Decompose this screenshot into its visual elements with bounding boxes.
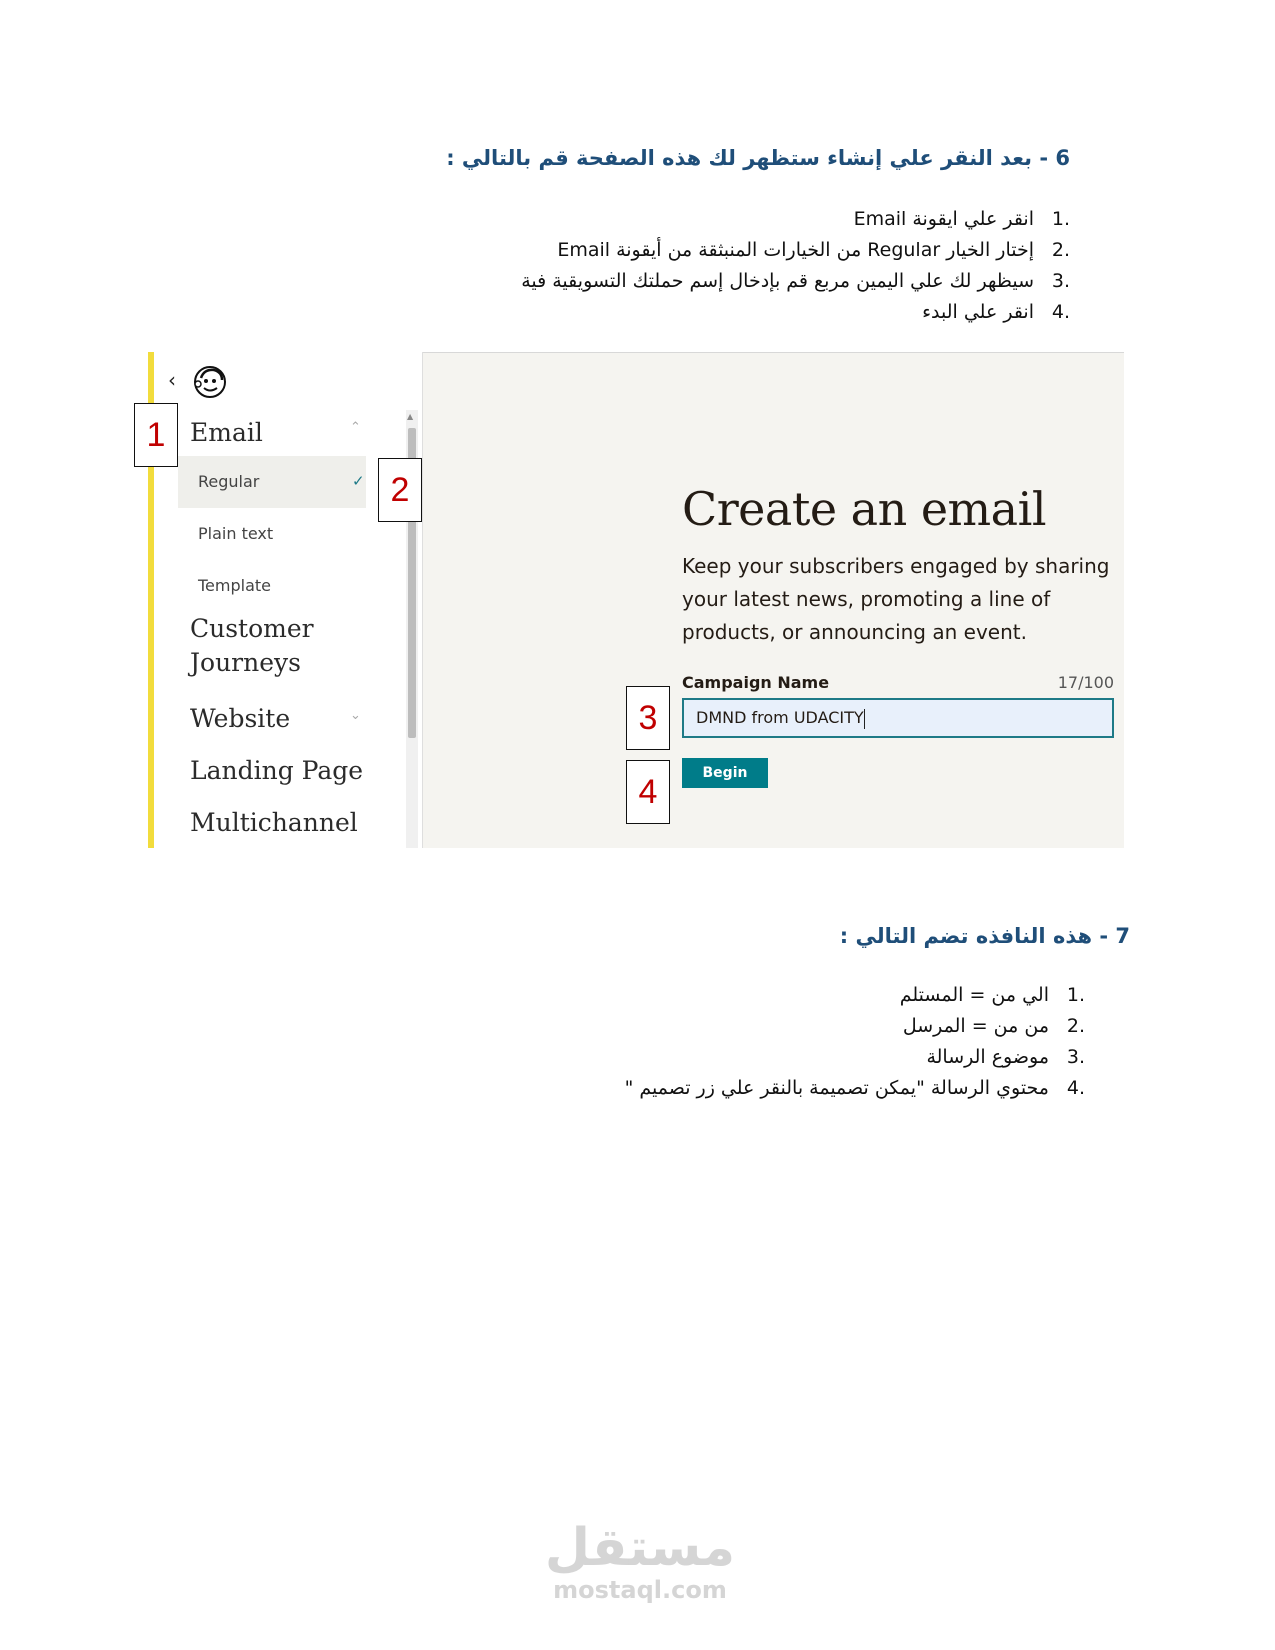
campaign-name-label: Campaign Name bbox=[682, 673, 830, 692]
list-item: 3. سيظهر لك علي اليمين مربع قم بإدخال إسم حملتك التسويقية فية bbox=[521, 270, 1070, 292]
list-item: 4. محتوي الرسالة "يمكن تصميمة بالنقر علي زر تصميم " bbox=[624, 1077, 1085, 1099]
chevron-down-icon[interactable]: ⌄ bbox=[350, 708, 361, 723]
sidebar-item-plain-text[interactable]: Plain text bbox=[198, 524, 274, 543]
callout-4: 4 bbox=[626, 760, 670, 824]
section-7-steps bbox=[625, 980, 1085, 1104]
nav-label-line: Customer bbox=[190, 614, 314, 643]
list-item: 4. انقر علي البدء bbox=[922, 301, 1070, 323]
callout-3: 3 bbox=[626, 686, 670, 750]
section-7-heading: 7 - هذه النافذه تضم التالي : bbox=[839, 924, 1130, 948]
watermark-arabic: مستقل bbox=[544, 1518, 736, 1578]
sidebar-item-landing-page[interactable]: Landing Page bbox=[190, 756, 364, 785]
sidebar-item-website[interactable]: Website bbox=[190, 704, 291, 733]
section-6-heading: 6 - بعد النقر علي إنشاء ستظهر لك هذه الصفحة قم بالتالي : bbox=[446, 146, 1070, 170]
nav-label-line: Journeys bbox=[190, 648, 301, 677]
sidebar-item-customer-journeys[interactable] bbox=[190, 612, 314, 680]
list-item: 1. انقر علي ايقونة Email bbox=[853, 208, 1070, 230]
input-value: DMND from UDACITY bbox=[696, 708, 864, 727]
sidebar bbox=[154, 352, 423, 848]
character-count: 17/100 bbox=[1057, 673, 1114, 692]
back-arrow-icon[interactable]: ‹ bbox=[168, 368, 176, 392]
sidebar-item-regular[interactable]: Regular bbox=[178, 456, 366, 508]
page-description: Keep your subscribers engaged by sharing your latest news, promoting a line of products, or announcing an event. bbox=[682, 554, 1110, 644]
campaign-name-input[interactable] bbox=[682, 698, 1114, 738]
list-item: 3. موضوع الرسالة bbox=[926, 1046, 1085, 1068]
sidebar-item-multichannel[interactable]: Multichannel bbox=[190, 808, 358, 837]
callout-2: 2 bbox=[378, 458, 422, 522]
check-icon: ✓ bbox=[352, 472, 365, 490]
sidebar-item-template[interactable]: Template bbox=[198, 576, 272, 595]
callout-1: 1 bbox=[134, 403, 178, 467]
chevron-up-icon[interactable]: ⌃ bbox=[350, 420, 361, 435]
begin-button[interactable]: Begin bbox=[682, 758, 768, 788]
watermark-latin: mostaql.com bbox=[553, 1576, 727, 1604]
list-item: 2. إختار الخيار Regular من الخيارات المنبثقة من أيقونة Email bbox=[557, 239, 1070, 261]
page-title: Create an email bbox=[682, 482, 1047, 536]
scroll-up-icon[interactable]: ▲ bbox=[407, 412, 414, 421]
text-caret bbox=[864, 709, 865, 729]
sidebar-item-email[interactable]: Email bbox=[190, 418, 263, 447]
section-6-steps bbox=[521, 204, 1070, 328]
list-item: 2. من من = المرسل bbox=[902, 1015, 1085, 1037]
mailchimp-logo-icon[interactable] bbox=[192, 364, 228, 400]
watermark-logo bbox=[500, 1520, 780, 1604]
list-item: 1. الي من = المستلم bbox=[899, 984, 1085, 1006]
